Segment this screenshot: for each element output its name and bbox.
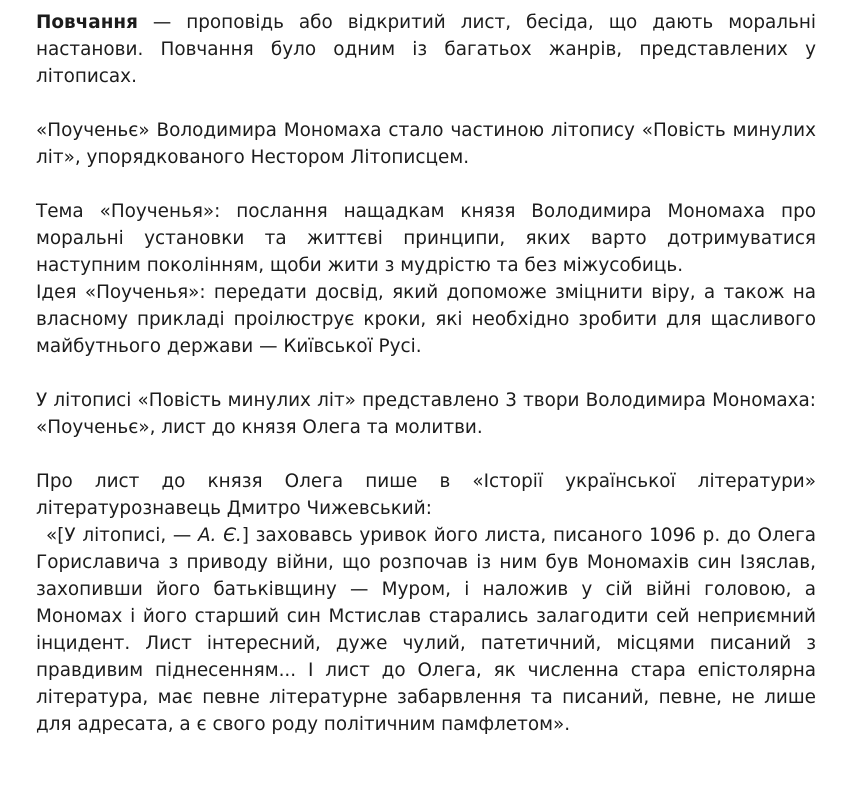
quote-open: «[У літописі, — [46, 525, 198, 546]
quote-text: ] заховавсь уривок його листа, писаного 1096 р. до Олега Гориславича з приводу війни, що розпочав із ним був Мономахів син Ізяслав, захопивши його батьківщину — Муром, і наложив у сій війні головою, а Мономах і його старший син Мстислав старались залагодити сей неприємний інцидент. Лист інтересний, дуже чулий, патетичний, місцями писаний з правдивим піднесенням... І лист до Олега, як численна стара епістолярна література, має певне літературне забарвлення та писаний, певне, не лише для адресата, а є свого роду політичним памфлетом». [36, 525, 817, 735]
chronicle-paragraph: «Поученьє» Володимира Мономаха стало частиною літопису «Повість минулих літ», упорядкованого Нестором Літописцем. [36, 120, 816, 168]
quote-author-abbr: А. Є. [197, 525, 242, 546]
document-body [36, 9, 816, 738]
idea-paragraph: Ідея «Поученья»: передати досвід, який допоможе зміцнити віру, а також на власному прикладі проілюструє кроки, які необхідно зробити для щасливого майбутнього держави — Київської Русі. [36, 282, 816, 357]
definition-paragraph [36, 9, 816, 90]
works-paragraph: У літописі «Повість минулих літ» представлено 3 твори Володимира Мономаха: «Поученьє», лист до князя Олега та молитви. [36, 390, 816, 438]
quote-paragraph [36, 522, 816, 738]
theme-paragraph: Тема «Поученья»: послання нащадкам князя Володимира Мономаха про моральні установки та життєві принципи, яких варто дотримуватися наступним поколінням, щоби жити з мудрістю та без міжусобиць. [36, 201, 816, 276]
definition-term: Повчання [36, 12, 138, 33]
intro-paragraph: Про лист до князя Олега пише в «Історії української літератури» літературознавець Дмитро Чижевський: [36, 471, 816, 519]
definition-text: — проповідь або відкритий лист, бесіда, що дають моральні настанови. Повчання було одним із багатьох жанрів, представлених у літописах. [36, 12, 816, 87]
